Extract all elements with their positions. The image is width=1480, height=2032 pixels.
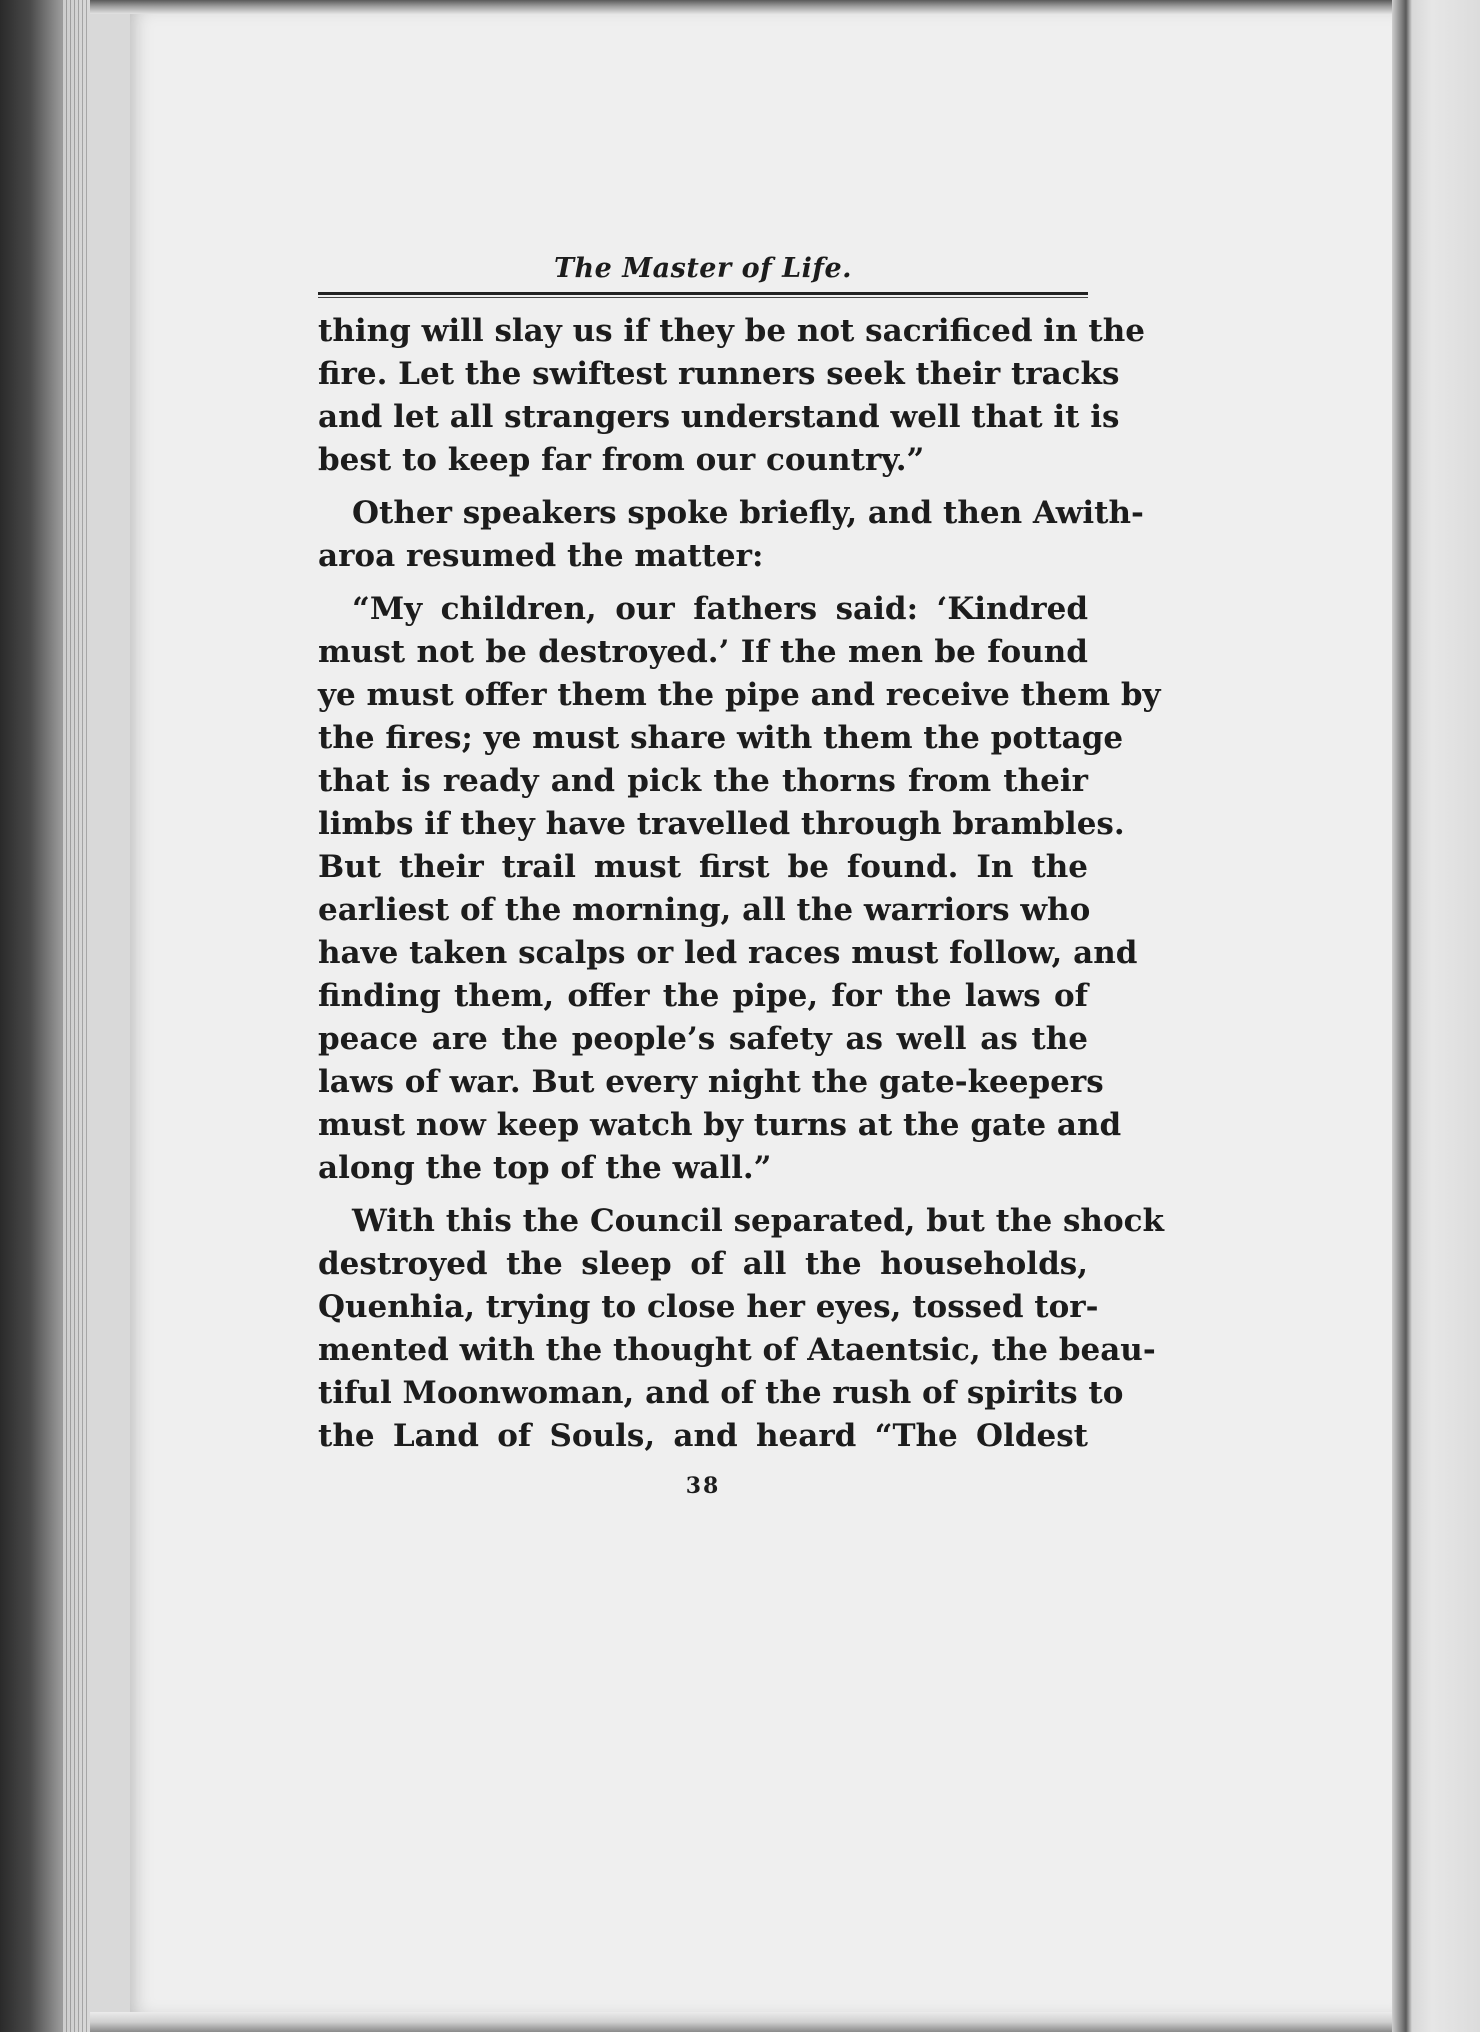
top-edge	[90, 0, 1392, 14]
paragraph	[318, 1200, 1164, 1458]
text-line: earliest of the morning, all the warriors who	[318, 892, 1091, 928]
text-line: limbs if they have travelled through brambles.	[318, 806, 1125, 842]
paragraph	[318, 588, 1161, 1190]
text-line: the Land of Souls, and heard “The Oldest	[318, 1418, 1088, 1454]
text-line: Other speakers spoke briefly, and then Awith-	[352, 495, 1144, 531]
text-line: “My children, our fathers said: ‘Kindred	[352, 591, 1088, 627]
text-block	[318, 250, 1164, 1504]
paragraph	[318, 310, 1145, 482]
text-line: finding them, offer the pipe, for the laws of	[318, 978, 1088, 1014]
text-line: thing will slay us if they be not sacrificed in the	[318, 313, 1145, 349]
text-line: best to keep far from our country.”	[318, 442, 925, 478]
text-line: that is ready and pick the thorns from their	[318, 763, 1088, 799]
text-line: fire. Let the swiftest runners seek their tracks	[318, 356, 1120, 392]
text-line: laws of war. But every night the gate-keepers	[318, 1064, 1104, 1100]
text-line: But their trail must first be found. In the	[318, 849, 1088, 885]
running-head: The Master of Life.	[553, 253, 853, 284]
text-line: and let all strangers understand well that it is	[318, 399, 1120, 435]
text-line: tiful Moonwoman, and of the rush of spirits to	[318, 1375, 1124, 1411]
right-page-edge	[1392, 0, 1480, 2032]
text-line: Quenhia, trying to close her eyes, tossed tor-	[318, 1289, 1099, 1325]
page-edges	[62, 0, 90, 2032]
text-line: along the top of the wall.”	[318, 1150, 772, 1186]
text-line: have taken scalps or led races must follow, and	[318, 935, 1138, 971]
text-line: the fires; ye must share with them the pottage	[318, 720, 1124, 756]
text-line: peace are the people’s safety as well as the	[318, 1021, 1088, 1057]
book-spine-edge	[0, 0, 90, 2032]
text-line: must now keep watch by turns at the gate and	[318, 1107, 1122, 1143]
page-number: 38	[685, 1473, 721, 1499]
text-line: mented with the thought of Ataentsic, the beau-	[318, 1332, 1156, 1368]
text-line: must not be destroyed.’ If the men be found	[318, 634, 1088, 670]
bottom-edge	[90, 2012, 1392, 2032]
text-line: aroa resumed the matter:	[318, 538, 764, 574]
text-line: ye must offer them the pipe and receive them by	[318, 677, 1161, 713]
text-line: destroyed the sleep of all the households,	[318, 1246, 1088, 1282]
header-rule	[318, 292, 1088, 298]
paragraph	[318, 492, 1144, 578]
text-line: With this the Council separated, but the shock	[352, 1203, 1164, 1239]
